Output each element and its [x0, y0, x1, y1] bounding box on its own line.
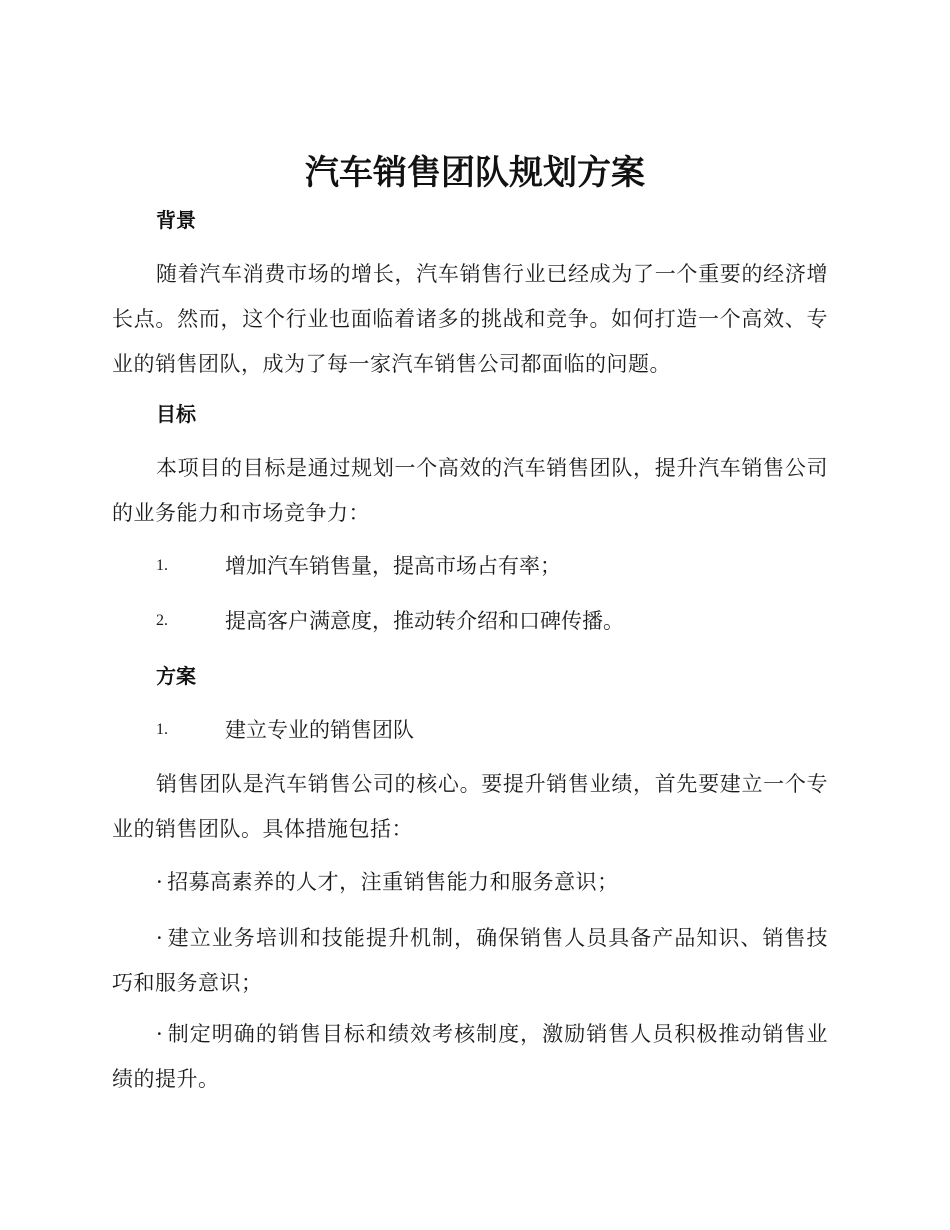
- list-number: 1.: [156, 557, 168, 574]
- list-text: 提高客户满意度，推动转介绍和口碑传播。: [225, 609, 624, 633]
- bullet-item: [112, 860, 828, 905]
- section-heading-goal: 目标: [156, 402, 196, 426]
- background-paragraph: 随着汽车消费市场的增长，汽车销售行业已经成为了一个重要的经济增长点。然而，这个行业也面临着诸多的挑战和竞争。如何打造一个高效、专业的销售团队，成为了每一家汽车销售公司都面临的问题。: [112, 262, 828, 376]
- document-title: 汽车销售团队规划方案: [305, 153, 645, 193]
- bullet-marker: ·: [156, 870, 164, 894]
- bullet-text: 招募高素养的人才，注重销售能力和服务意识；: [167, 870, 619, 894]
- bullet-marker: ·: [156, 1022, 164, 1046]
- list-text: 建立专业的销售团队: [225, 718, 414, 742]
- bullet-item: [112, 916, 828, 1006]
- section-heading-background: 背景: [156, 208, 196, 232]
- list-number: 2.: [156, 612, 168, 629]
- plan-paragraph: 销售团队是汽车销售公司的核心。要提升销售业绩，首先要建立一个专业的销售团队。具体措施包括：: [112, 772, 828, 841]
- bullet-item: [112, 1012, 828, 1102]
- list-text: 增加汽车销售量，提高市场占有率；: [225, 554, 561, 578]
- section-heading-plan: 方案: [156, 664, 196, 688]
- bullet-marker: ·: [156, 926, 164, 950]
- bullet-text: 建立业务培训和技能提升机制，确保销售人员具备产品知识、销售技巧和服务意识；: [112, 926, 828, 995]
- list-number: 1.: [156, 721, 168, 738]
- goal-paragraph: 本项目的目标是通过规划一个高效的汽车销售团队，提升汽车销售公司的业务能力和市场竞争力：: [112, 456, 828, 525]
- bullet-text: 制定明确的销售目标和绩效考核制度，激励销售人员积极推动销售业绩的提升。: [112, 1022, 828, 1091]
